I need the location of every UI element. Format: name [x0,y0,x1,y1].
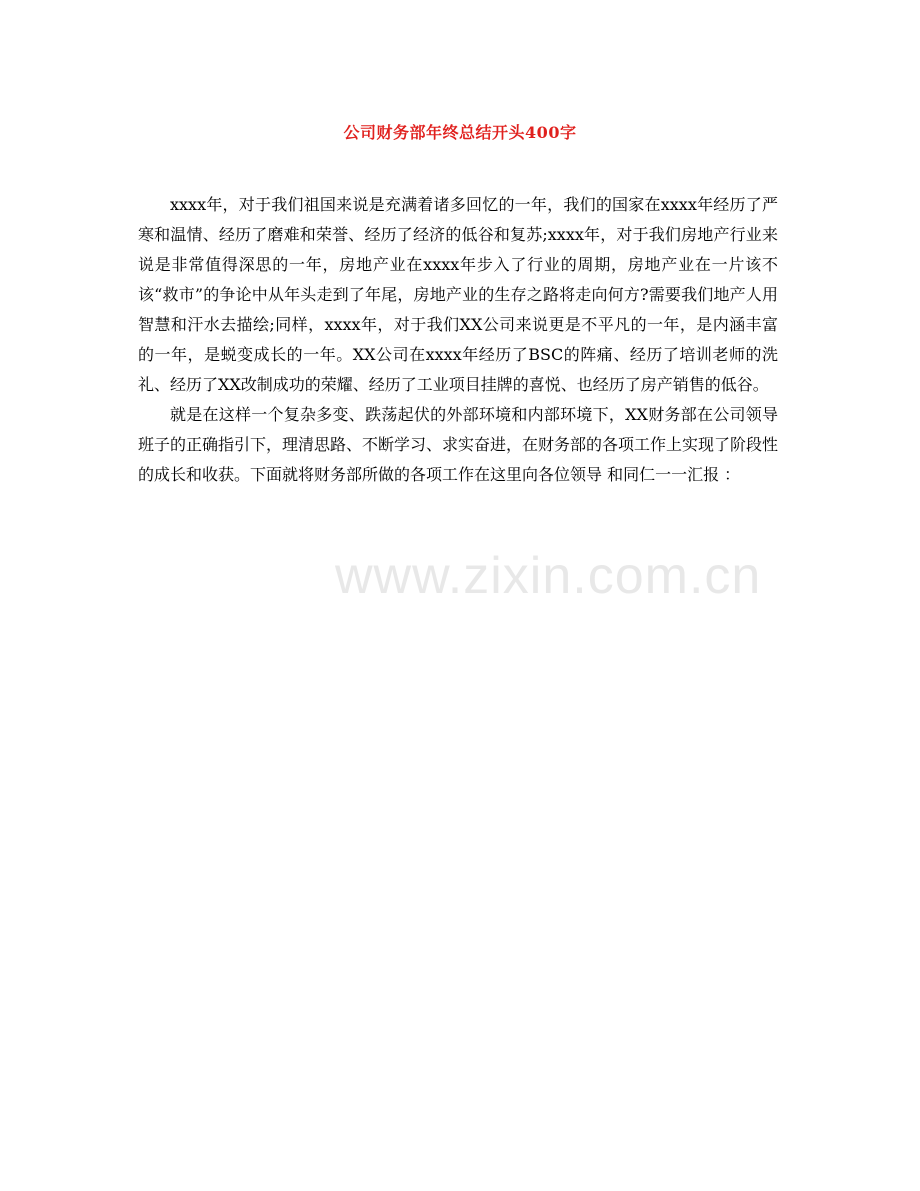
document-title: 公司财务部年终总结开头400字 [343,123,577,142]
document-body [138,190,778,490]
watermark-text: www.zixin.com.cn [335,547,762,605]
paragraph-2: 就是在这样一个复杂多变、跌荡起伏的外部环境和内部环境下，XX财务部在公司领导 班子的正确指引下，理清思路、不断学习、求实奋进，在财务部的各项工作上实现了阶段性的成长和收获。下面就将财务部所做的各项工作在这里向各位领导 和同仁一一汇报 ： [138,405,779,484]
paragraph-1: xxxx年，对于我们祖国来说是充满着诸多回忆的一年，我们的国家在xxxx年经历了严寒和温情、经历了磨难和荣誉、经历了经济的低谷和复苏;xxxx年，对于我们房地产行业来说是非常值得深思的一年，房地产业在xxxx年步入了行业的周期，房地产业在一片该不该“救市”的争论中从年头走到了年尾，房地产业的生存之路将走向何方?需要我们地产人用智慧和汗水去描绘;同样，xxxx年，对于我们XX公司来说更是不平凡的一年，是内涵丰富的一年，是蜕变成长的一年。XX公司在xxxx年经历了BSC的阵痛、经历了培训老师的洗礼、经历了XX改制成功的荣耀、经历了工业项目挂牌的喜悦、也经历了房产销售的低谷。 [138,195,778,394]
